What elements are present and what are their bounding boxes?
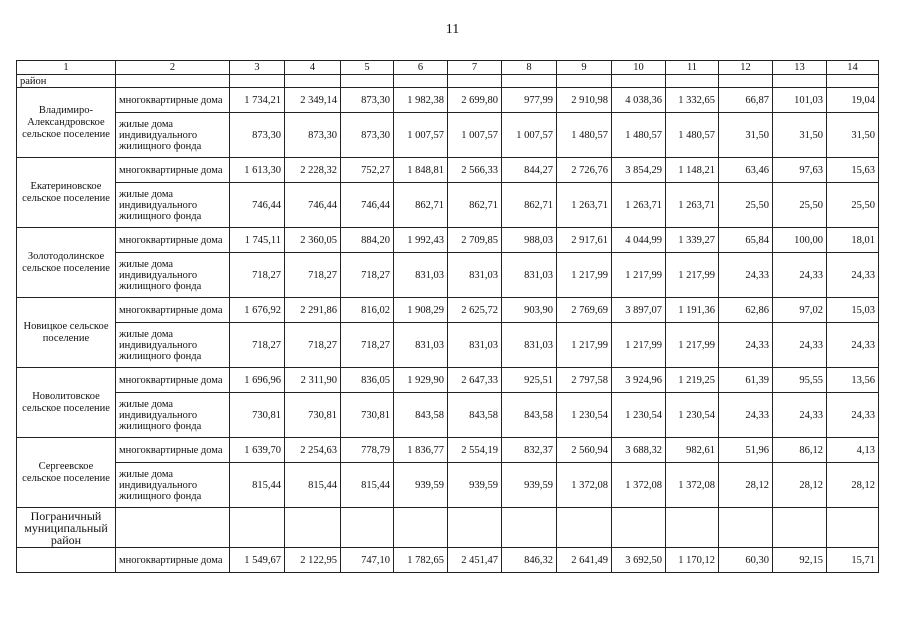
value-cell: 1 982,38: [394, 88, 448, 113]
value-cell: 25,50: [719, 183, 773, 228]
value-cell: 2 769,69: [557, 298, 612, 323]
housing-type: многоквартирные дома: [116, 368, 230, 393]
table-row: [17, 253, 879, 298]
value-cell: 95,55: [773, 368, 827, 393]
table-row: [17, 298, 879, 323]
value-cell: 816,02: [341, 298, 394, 323]
value-cell: 1 372,08: [612, 463, 666, 508]
empty-cell: [666, 75, 719, 88]
value-cell: 815,44: [285, 463, 341, 508]
column-header: 13: [773, 61, 827, 75]
housing-type: многоквартирные дома: [116, 88, 230, 113]
empty-cell: [719, 75, 773, 88]
empty-cell: [285, 75, 341, 88]
value-cell: 1 217,99: [666, 253, 719, 298]
value-cell: 1 191,36: [666, 298, 719, 323]
value-cell: 3 897,07: [612, 298, 666, 323]
value-cell: 1 734,21: [230, 88, 285, 113]
empty-cell: [230, 508, 285, 548]
value-cell: 843,58: [448, 393, 502, 438]
value-cell: 747,10: [341, 548, 394, 573]
value-cell: 65,84: [719, 228, 773, 253]
value-cell: 831,03: [394, 323, 448, 368]
value-cell: 1 007,57: [448, 113, 502, 158]
value-cell: 3 688,32: [612, 438, 666, 463]
empty-cell: [719, 508, 773, 548]
value-cell: 24,33: [827, 253, 879, 298]
value-cell: 925,51: [502, 368, 557, 393]
empty-cell: [502, 508, 557, 548]
value-cell: 718,27: [341, 323, 394, 368]
value-cell: 24,33: [827, 393, 879, 438]
value-cell: 1 613,30: [230, 158, 285, 183]
empty-cell: [773, 508, 827, 548]
value-cell: 31,50: [773, 113, 827, 158]
column-header: 8: [502, 61, 557, 75]
empty-cell: [230, 75, 285, 88]
value-cell: 1 549,67: [230, 548, 285, 573]
value-cell: 730,81: [285, 393, 341, 438]
value-cell: 86,12: [773, 438, 827, 463]
value-cell: 1 263,71: [557, 183, 612, 228]
value-cell: 1 217,99: [557, 323, 612, 368]
value-cell: 846,32: [502, 548, 557, 573]
table-row: [17, 323, 879, 368]
empty-cell: [612, 75, 666, 88]
value-cell: 15,63: [827, 158, 879, 183]
value-cell: 1 230,54: [612, 393, 666, 438]
settlement-name: Екатериновское сельское поселение: [17, 158, 116, 228]
empty-cell: [341, 508, 394, 548]
value-cell: 2 360,05: [285, 228, 341, 253]
value-cell: 1 219,25: [666, 368, 719, 393]
empty-cell: [612, 508, 666, 548]
value-cell: 3 854,29: [612, 158, 666, 183]
value-cell: 2 291,86: [285, 298, 341, 323]
value-cell: 1 836,77: [394, 438, 448, 463]
value-cell: 1 480,57: [557, 113, 612, 158]
value-cell: 1 992,43: [394, 228, 448, 253]
value-cell: 24,33: [719, 393, 773, 438]
value-cell: 844,27: [502, 158, 557, 183]
value-cell: 24,33: [773, 393, 827, 438]
value-cell: 18,01: [827, 228, 879, 253]
column-header: 7: [448, 61, 502, 75]
value-cell: 1 848,81: [394, 158, 448, 183]
value-cell: 718,27: [285, 323, 341, 368]
value-cell: 2 726,76: [557, 158, 612, 183]
value-cell: 982,61: [666, 438, 719, 463]
value-cell: 939,59: [394, 463, 448, 508]
value-cell: 1 480,57: [666, 113, 719, 158]
value-cell: 2 566,33: [448, 158, 502, 183]
value-cell: 718,27: [230, 253, 285, 298]
empty-cell: [448, 75, 502, 88]
value-cell: 873,30: [341, 113, 394, 158]
housing-type: многоквартирные дома: [116, 158, 230, 183]
value-cell: 2 554,19: [448, 438, 502, 463]
value-cell: 24,33: [827, 323, 879, 368]
value-cell: 778,79: [341, 438, 394, 463]
value-cell: 3 692,50: [612, 548, 666, 573]
value-cell: 862,71: [394, 183, 448, 228]
value-cell: 1 332,65: [666, 88, 719, 113]
value-cell: 24,33: [719, 323, 773, 368]
empty-cell: [394, 508, 448, 548]
value-cell: 31,50: [827, 113, 879, 158]
table-row: [17, 113, 879, 158]
value-cell: 1 170,12: [666, 548, 719, 573]
value-cell: 815,44: [341, 463, 394, 508]
value-cell: 2 641,49: [557, 548, 612, 573]
value-cell: 746,44: [230, 183, 285, 228]
value-cell: 97,02: [773, 298, 827, 323]
empty-cell: [557, 508, 612, 548]
column-header: 5: [341, 61, 394, 75]
value-cell: 100,00: [773, 228, 827, 253]
empty-cell: [448, 508, 502, 548]
empty-cell: [773, 75, 827, 88]
value-cell: 2 625,72: [448, 298, 502, 323]
value-cell: 28,12: [719, 463, 773, 508]
column-header: 10: [612, 61, 666, 75]
settlement-name: Новицкое сельское поселение: [17, 298, 116, 368]
value-cell: 862,71: [448, 183, 502, 228]
value-cell: 831,03: [502, 323, 557, 368]
value-cell: 843,58: [502, 393, 557, 438]
value-cell: 1 929,90: [394, 368, 448, 393]
value-cell: 2 910,98: [557, 88, 612, 113]
value-cell: 1 372,08: [557, 463, 612, 508]
settlement-name: Новолитовское сельское поселение: [17, 368, 116, 438]
value-cell: 2 451,47: [448, 548, 502, 573]
value-cell: 832,37: [502, 438, 557, 463]
value-cell: 2 349,14: [285, 88, 341, 113]
value-cell: 1 639,70: [230, 438, 285, 463]
value-cell: 873,30: [285, 113, 341, 158]
housing-type: жилые дома индивидуального жилищного фонда: [116, 183, 230, 228]
value-cell: 97,63: [773, 158, 827, 183]
value-cell: 4 038,36: [612, 88, 666, 113]
value-cell: 1 230,54: [666, 393, 719, 438]
value-cell: 2 797,58: [557, 368, 612, 393]
value-cell: 1 263,71: [612, 183, 666, 228]
value-cell: 831,03: [448, 253, 502, 298]
empty-cell: [341, 75, 394, 88]
value-cell: 1 782,65: [394, 548, 448, 573]
value-cell: 1 148,21: [666, 158, 719, 183]
value-cell: 15,03: [827, 298, 879, 323]
value-cell: 2 917,61: [557, 228, 612, 253]
column-header: 12: [719, 61, 773, 75]
value-cell: 51,96: [719, 438, 773, 463]
value-cell: 24,33: [719, 253, 773, 298]
value-cell: 718,27: [230, 323, 285, 368]
value-cell: 28,12: [827, 463, 879, 508]
value-cell: 884,20: [341, 228, 394, 253]
value-cell: 63,46: [719, 158, 773, 183]
value-cell: 1 263,71: [666, 183, 719, 228]
table-row: [17, 393, 879, 438]
value-cell: 60,30: [719, 548, 773, 573]
value-cell: 730,81: [341, 393, 394, 438]
housing-type: жилые дома индивидуального жилищного фонда: [116, 113, 230, 158]
column-header: 1: [17, 61, 116, 75]
settlement-name: Сергеевское сельское поселение: [17, 438, 116, 508]
district-name: Пограничный муниципальный район: [17, 508, 116, 548]
value-cell: 28,12: [773, 463, 827, 508]
value-cell: 873,30: [341, 88, 394, 113]
settlement-name: Золотодолинское сельское поселение: [17, 228, 116, 298]
housing-type: жилые дома индивидуального жилищного фонда: [116, 253, 230, 298]
empty-cell: [116, 75, 230, 88]
value-cell: 1 480,57: [612, 113, 666, 158]
value-cell: 24,33: [773, 253, 827, 298]
housing-type: жилые дома индивидуального жилищного фонда: [116, 393, 230, 438]
column-header: 3: [230, 61, 285, 75]
value-cell: 903,90: [502, 298, 557, 323]
value-cell: 19,04: [827, 88, 879, 113]
value-cell: 2 254,63: [285, 438, 341, 463]
table-row: [17, 158, 879, 183]
value-cell: 3 924,96: [612, 368, 666, 393]
table-row: [17, 548, 879, 573]
value-cell: 25,50: [773, 183, 827, 228]
table-row: [17, 183, 879, 228]
value-cell: 4,13: [827, 438, 879, 463]
housing-type: жилые дома индивидуального жилищного фонда: [116, 323, 230, 368]
housing-type: многоквартирные дома: [116, 228, 230, 253]
empty-cell: [827, 75, 879, 88]
value-cell: 815,44: [230, 463, 285, 508]
value-cell: 61,39: [719, 368, 773, 393]
table-row: [17, 508, 879, 548]
page-number: 11: [445, 22, 460, 37]
column-header: 9: [557, 61, 612, 75]
value-cell: 843,58: [394, 393, 448, 438]
housing-type: жилые дома индивидуального жилищного фонда: [116, 463, 230, 508]
value-cell: 1 745,11: [230, 228, 285, 253]
value-cell: 1 217,99: [557, 253, 612, 298]
value-cell: 939,59: [502, 463, 557, 508]
empty-cell: [116, 508, 230, 548]
value-cell: 2 228,32: [285, 158, 341, 183]
value-cell: 718,27: [285, 253, 341, 298]
value-cell: 746,44: [285, 183, 341, 228]
value-cell: 25,50: [827, 183, 879, 228]
value-cell: 62,86: [719, 298, 773, 323]
value-cell: 66,87: [719, 88, 773, 113]
value-cell: 873,30: [230, 113, 285, 158]
empty-cell: [827, 508, 879, 548]
value-cell: 2 122,95: [285, 548, 341, 573]
value-cell: 2 709,85: [448, 228, 502, 253]
value-cell: 752,27: [341, 158, 394, 183]
column-header: 4: [285, 61, 341, 75]
value-cell: 977,99: [502, 88, 557, 113]
table-row: [17, 438, 879, 463]
empty-cell: [666, 508, 719, 548]
value-cell: 1 007,57: [502, 113, 557, 158]
empty-cell: [557, 75, 612, 88]
table-row: [17, 463, 879, 508]
column-header: 14: [827, 61, 879, 75]
value-cell: 31,50: [719, 113, 773, 158]
empty-cell: [285, 508, 341, 548]
value-cell: 1 007,57: [394, 113, 448, 158]
district-fragment: район: [17, 75, 116, 88]
value-cell: 2 311,90: [285, 368, 341, 393]
value-cell: 1 676,92: [230, 298, 285, 323]
column-header: 6: [394, 61, 448, 75]
value-cell: 1 339,27: [666, 228, 719, 253]
value-cell: 939,59: [448, 463, 502, 508]
table-row: [17, 228, 879, 253]
housing-type: многоквартирные дома: [116, 298, 230, 323]
value-cell: 988,03: [502, 228, 557, 253]
empty-cell: [17, 548, 116, 573]
value-cell: 1 217,99: [666, 323, 719, 368]
value-cell: 2 699,80: [448, 88, 502, 113]
value-cell: 4 044,99: [612, 228, 666, 253]
value-cell: 101,03: [773, 88, 827, 113]
table-row: [17, 368, 879, 393]
value-cell: 746,44: [341, 183, 394, 228]
value-cell: 2 560,94: [557, 438, 612, 463]
tariff-table: [16, 60, 879, 573]
value-cell: 831,03: [448, 323, 502, 368]
header-row: [17, 61, 879, 75]
value-cell: 1 217,99: [612, 253, 666, 298]
value-cell: 862,71: [502, 183, 557, 228]
value-cell: 836,05: [341, 368, 394, 393]
housing-type: многоквартирные дома: [116, 548, 230, 573]
table-row: [17, 75, 879, 88]
value-cell: 718,27: [341, 253, 394, 298]
value-cell: 831,03: [394, 253, 448, 298]
housing-type: многоквартирные дома: [116, 438, 230, 463]
value-cell: 24,33: [773, 323, 827, 368]
value-cell: 1 230,54: [557, 393, 612, 438]
value-cell: 92,15: [773, 548, 827, 573]
column-header: 11: [666, 61, 719, 75]
settlement-name: Владимиро-Александровское сельское поселение: [17, 88, 116, 158]
empty-cell: [502, 75, 557, 88]
value-cell: 1 696,96: [230, 368, 285, 393]
value-cell: 730,81: [230, 393, 285, 438]
column-header: 2: [116, 61, 230, 75]
value-cell: 13,56: [827, 368, 879, 393]
value-cell: 831,03: [502, 253, 557, 298]
value-cell: 1 908,29: [394, 298, 448, 323]
value-cell: 15,71: [827, 548, 879, 573]
empty-cell: [394, 75, 448, 88]
value-cell: 1 372,08: [666, 463, 719, 508]
value-cell: 1 217,99: [612, 323, 666, 368]
value-cell: 2 647,33: [448, 368, 502, 393]
table-row: [17, 88, 879, 113]
